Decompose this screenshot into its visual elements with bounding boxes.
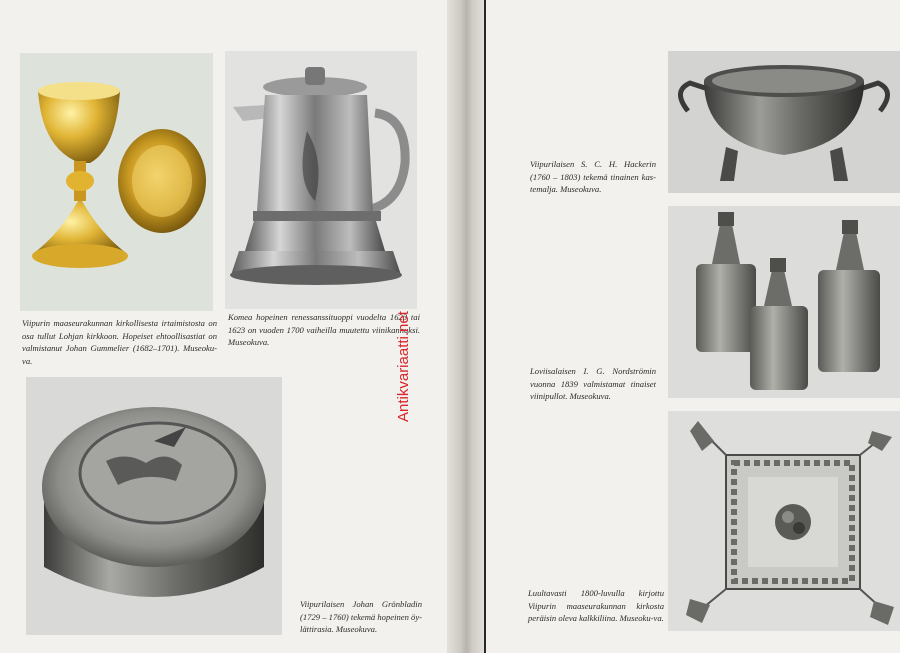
watermark-text: Antikvariaatti.net bbox=[395, 311, 412, 422]
cloth-caption: Luultavasti 1800-luvulla kirjottu Viipurin maaseurakunnan kirkosta peräisin oleva kalkkiliina. Museoku-va. bbox=[528, 588, 664, 624]
bowl-caption: Viipurilaisen S. C. H. Hackerin (1760 – 1803) tekemä tinainen kas-temalja. Museokuva. bbox=[530, 159, 656, 195]
chalice-caption: Viipurin maaseurakunnan kirkollisesta irtaimistosta on osa tullut Lohjan kirkkoon. Hopeiset ehtoollisastiat on valmistanut Johan Gummelier (1682–1701). Museoku-va. bbox=[22, 318, 217, 366]
chalice-cloth-photo bbox=[668, 411, 900, 631]
chalice-photo bbox=[20, 53, 213, 311]
tankard-photo bbox=[225, 51, 417, 309]
snuffbox-caption: Viipurilaisen Johan Grönbladin (1729 – 1760) tekemä hopeinen öy-lättirasia. Museokuva. bbox=[300, 599, 422, 635]
gutter bbox=[447, 0, 486, 653]
right-page bbox=[486, 0, 900, 653]
snuffbox-photo bbox=[26, 377, 282, 635]
bottles-caption: Loviisalaisen I. G. Nordströmin vuonna 1839 valmistamat tinaiset viinipullot. Museokuva. bbox=[530, 366, 656, 402]
left-page bbox=[0, 0, 447, 653]
bowl-photo bbox=[668, 51, 900, 193]
bottles-photo bbox=[668, 206, 900, 398]
tankard-caption: Komea hopeinen renessanssituoppi vuodelta 1623 tai 1623 on vuoden 1700 vaiheilla muutettu viinikannuksi. Museokuva. bbox=[228, 312, 420, 348]
watermark bbox=[393, 244, 413, 424]
